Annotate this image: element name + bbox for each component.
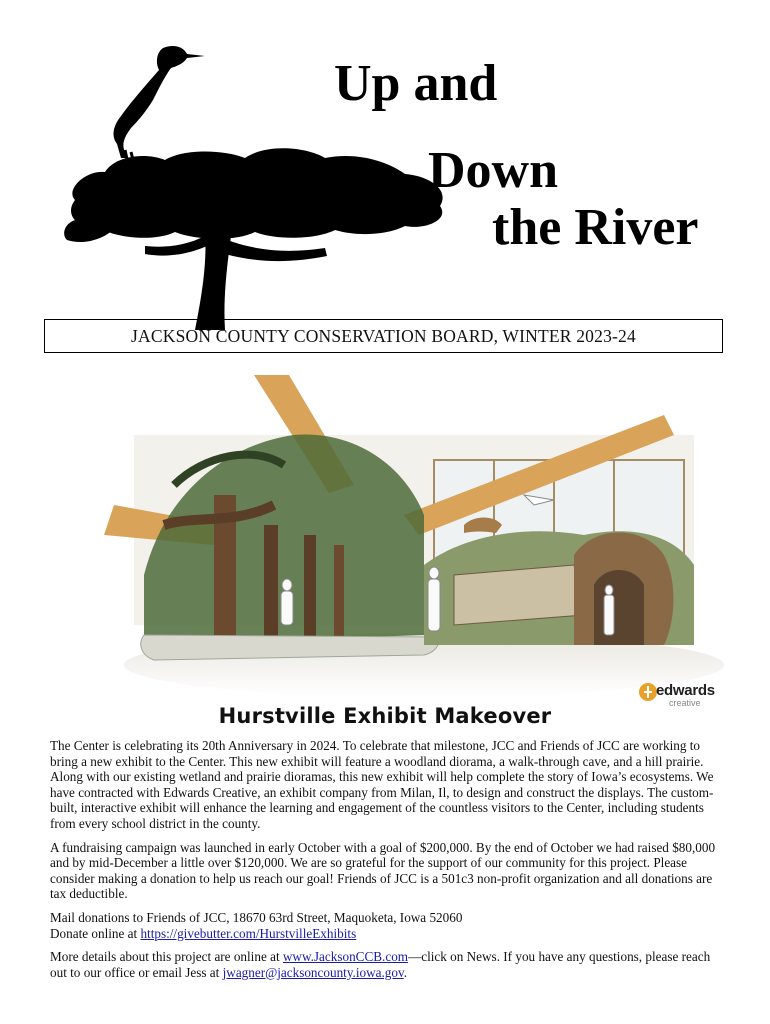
details-suffix: . <box>403 964 408 980</box>
edwards-logo-subtext: creative <box>669 698 701 708</box>
details-prefix: More details about this project are online at <box>50 949 283 965</box>
paragraph-donations <box>50 910 730 941</box>
title-line-3: the River <box>492 199 699 256</box>
title-line-2: Down <box>428 142 559 199</box>
donate-prefix: Donate online at <box>50 925 141 941</box>
mail-line: Mail donations to Friends of JCC, 18670 63rd Street, Maquoketa, Iowa 52060 <box>50 909 463 925</box>
paragraph-details <box>50 949 730 980</box>
paragraph-fundraising: A fundraising campaign was launched in early October with a goal of $200,000. By the end of October we had raised $80,000 and by mid-December a little over $120,000. We are so grateful for the support of our community for this project. Please consider making a donation to help us reach our goal! Friends of JCC is a 501c3 non-profit organization and all donations are tax deductible. <box>50 839 716 902</box>
article-headline: Hurstville Exhibit Makeover <box>218 704 552 728</box>
edwards-logo-text: edwards <box>656 682 715 699</box>
email-link[interactable]: jwagner@jacksoncounty.iowa.gov <box>222 964 404 980</box>
newsletter-banner: JACKSON COUNTY CONSERVATION BOARD, WINTER 2023-24 <box>44 319 723 353</box>
article-body <box>50 738 730 988</box>
paragraph-anniversary: The Center is celebrating its 20th Anniversary in 2024. To celebrate that milestone, JCC and Friends of JCC are working to bring a new exhibit to the Center. This new exhibit will feature a woodland diorama, a walk-through cave, and a hill prairie. Along with our existing wetland and prairie dioramas, this new exhibit will help complete the story of Iowa’s ecosystems. We have contracted with Edwards Creative, an exhibit company from Milan, Il, to design and construct the displays. The custom-built, interactive exhibit will enhance the learning and engagement of the countless visitors to the Center, including students from every school district in the county. <box>50 738 714 831</box>
masthead <box>0 0 770 320</box>
donate-link[interactable]: https://givebutter.com/HurstvilleExhibits <box>140 925 357 941</box>
website-link[interactable]: www.JacksonCCB.com <box>282 949 409 965</box>
title-line-1: Up and <box>334 55 498 112</box>
details-middle: —click on News. If you have any questions, please reach out to our office or email Jess at <box>50 949 711 980</box>
heron-icon <box>114 46 205 158</box>
exhibit-rendering-image <box>104 375 724 700</box>
